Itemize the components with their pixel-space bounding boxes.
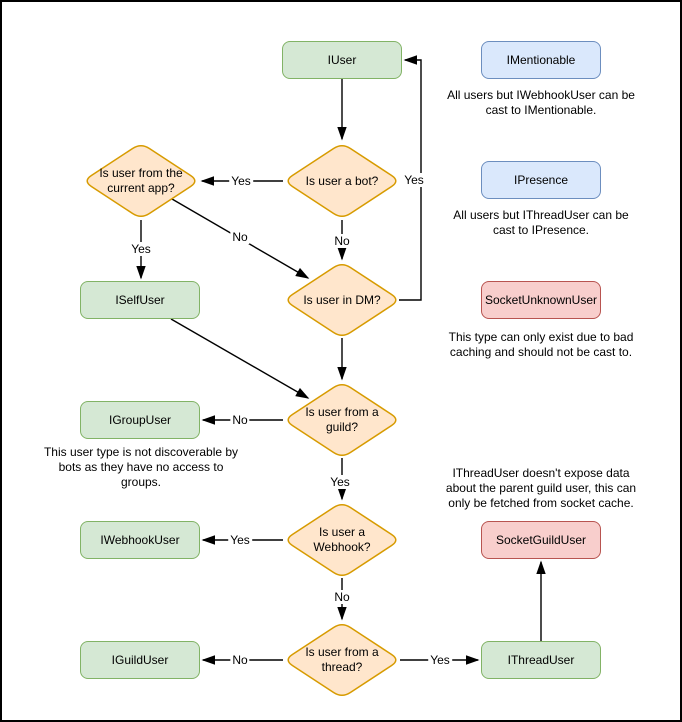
decision-current-app-shape <box>87 146 195 217</box>
note-line: IThreadUser doesn't expose data <box>452 466 630 480</box>
node-ithreaduser: IThreadUser <box>481 641 601 679</box>
note-line: This user type is not discoverable by <box>43 445 239 459</box>
edge-label-no: No <box>232 230 248 244</box>
decision-line: Is user from a <box>305 405 379 419</box>
decision-line: thread? <box>321 660 363 674</box>
note-socketunknownuser <box>436 330 646 360</box>
edge-label-yes: Yes <box>404 173 424 187</box>
node-imentionable: IMentionable <box>481 41 601 79</box>
decision-line: Is user a <box>318 525 366 539</box>
node-iwebhookuser: IWebhookUser <box>80 521 200 559</box>
edge-label-yes: Yes <box>430 653 450 667</box>
edge-iselfuser-to-fromguild <box>171 319 308 398</box>
note-ipresence <box>436 208 646 238</box>
edge-label-yes: Yes <box>131 242 151 256</box>
decision-line: Is user from a <box>305 645 379 659</box>
note-line: cast to IMentionable. <box>485 103 597 117</box>
note-line: cast to IPresence. <box>492 223 590 237</box>
note-line: caching and should not be cast to. <box>449 345 633 359</box>
note-line: This type can only exist due to bad <box>448 330 634 344</box>
edge-label-no: No <box>334 590 350 604</box>
note-line: All users but IThreadUser can be <box>453 208 629 222</box>
node-igroupuser: IGroupUser <box>80 401 200 439</box>
node-iuser: IUser <box>282 41 402 79</box>
decision-from-thread-shape <box>288 625 396 696</box>
note-line: All users but IWebhookUser can be <box>447 88 635 102</box>
note-line: bots as they have no access to <box>58 460 224 474</box>
edge-label-no: No <box>232 413 248 427</box>
decision-is-bot-shape <box>288 146 396 217</box>
decision-line: guild? <box>325 420 359 434</box>
note-line: about the parent guild user, this can <box>445 481 637 495</box>
decision-line: Is user from the <box>99 166 183 180</box>
decision-line: current app? <box>107 181 175 195</box>
decision-line: Webhook? <box>313 540 371 554</box>
node-ipresence: IPresence <box>481 161 601 199</box>
note-line: only be fetched from socket cache. <box>448 496 634 510</box>
decision-line: Is user in DM? <box>303 292 381 307</box>
edge-label-no: No <box>232 653 248 667</box>
edge-label-yes: Yes <box>230 533 250 547</box>
node-iselfuser: ISelfUser <box>80 281 200 319</box>
note-igroupuser <box>36 445 246 490</box>
note-imentionable <box>436 88 646 118</box>
node-socketguilduser: SocketGuildUser <box>481 521 601 559</box>
decision-is-webhook-shape <box>288 505 396 576</box>
decision-line: Is user a bot? <box>305 173 379 188</box>
note-line: groups. <box>120 475 162 489</box>
edge-label-no: No <box>334 234 350 248</box>
node-socketunknownuser: SocketUnknownUser <box>481 281 601 319</box>
note-ithreaduser <box>436 466 646 511</box>
edge-label-yes: Yes <box>231 174 251 188</box>
node-iguilduser: IGuildUser <box>80 641 200 679</box>
edge-label-yes: Yes <box>330 475 350 489</box>
